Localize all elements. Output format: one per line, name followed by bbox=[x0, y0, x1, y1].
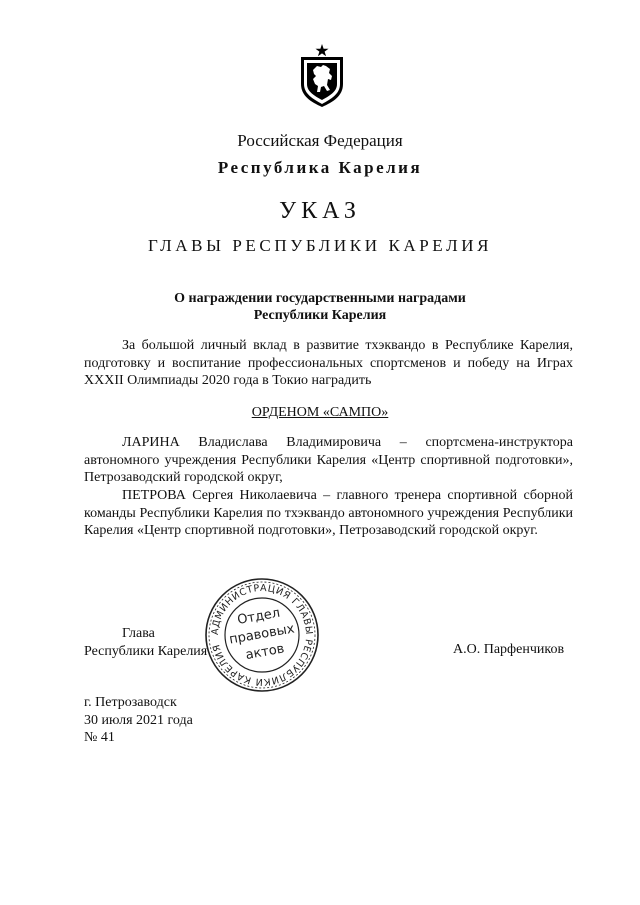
subject-line-2: Республики Карелия bbox=[253, 308, 387, 323]
country-name: Российская Федерация bbox=[237, 131, 403, 150]
decree-subject bbox=[0, 290, 640, 324]
stamp-line-1: Отдел bbox=[236, 605, 282, 628]
intro-paragraph: За большой личный вклад в развитие тхэквандо в Республике Карелия, подготовку и воспитание профессиональных спортсменов и победу на Играх XXXII Олимпиады 2020 года в Токио наградить bbox=[84, 338, 573, 388]
decree-number: № 41 bbox=[84, 730, 115, 745]
signatory-title-line-1: Глава bbox=[122, 626, 155, 641]
karelia-coat-of-arms-icon bbox=[297, 44, 347, 108]
award-name: ОРДЕНОМ «САМПО» bbox=[251, 405, 389, 420]
recipient-paragraph-1: ЛАРИНА Владислава Владимировича – спортсмена-инструктора автономного учреждения Республики Карелия «Центр спортивной подготовки», Петрозаводский городской округ, bbox=[84, 435, 573, 485]
issuer-title: ГЛАВЫ РЕСПУБЛИКИ КАРЕЛИЯ bbox=[147, 236, 493, 255]
official-stamp bbox=[203, 576, 321, 694]
signatory-title-line-2: Республики Карелия bbox=[84, 644, 208, 659]
stamp-line-2: правовых bbox=[228, 621, 296, 648]
signatory-title bbox=[84, 625, 207, 661]
document-type: УКАЗ bbox=[279, 198, 361, 224]
stamp-line-3: актов bbox=[244, 641, 286, 664]
republic-name: Республика Карелия bbox=[217, 158, 423, 177]
issue-city: г. Петрозаводск bbox=[84, 695, 177, 710]
recipient-paragraph-2: ПЕТРОВА Сергея Николаевича – главного тренера спортивной сборной команды Республики Карелия по тхэквандо автономного учреждения Республики Карелия «Центр спортивной подготовки», Петрозаводский городской округ. bbox=[84, 488, 573, 538]
issue-date: 30 июля 2021 года bbox=[84, 712, 193, 728]
subject-line-1: О награждении государственными наградами bbox=[174, 291, 466, 306]
signatory-name: А.О. Парфенчиков bbox=[453, 642, 565, 657]
stamp-ring-text: АДМИНИСТРАЦИЯ ГЛАВЫ РЕСПУБЛИКИ КАРЕЛИЯ bbox=[209, 582, 315, 688]
decree-footer bbox=[84, 694, 193, 747]
